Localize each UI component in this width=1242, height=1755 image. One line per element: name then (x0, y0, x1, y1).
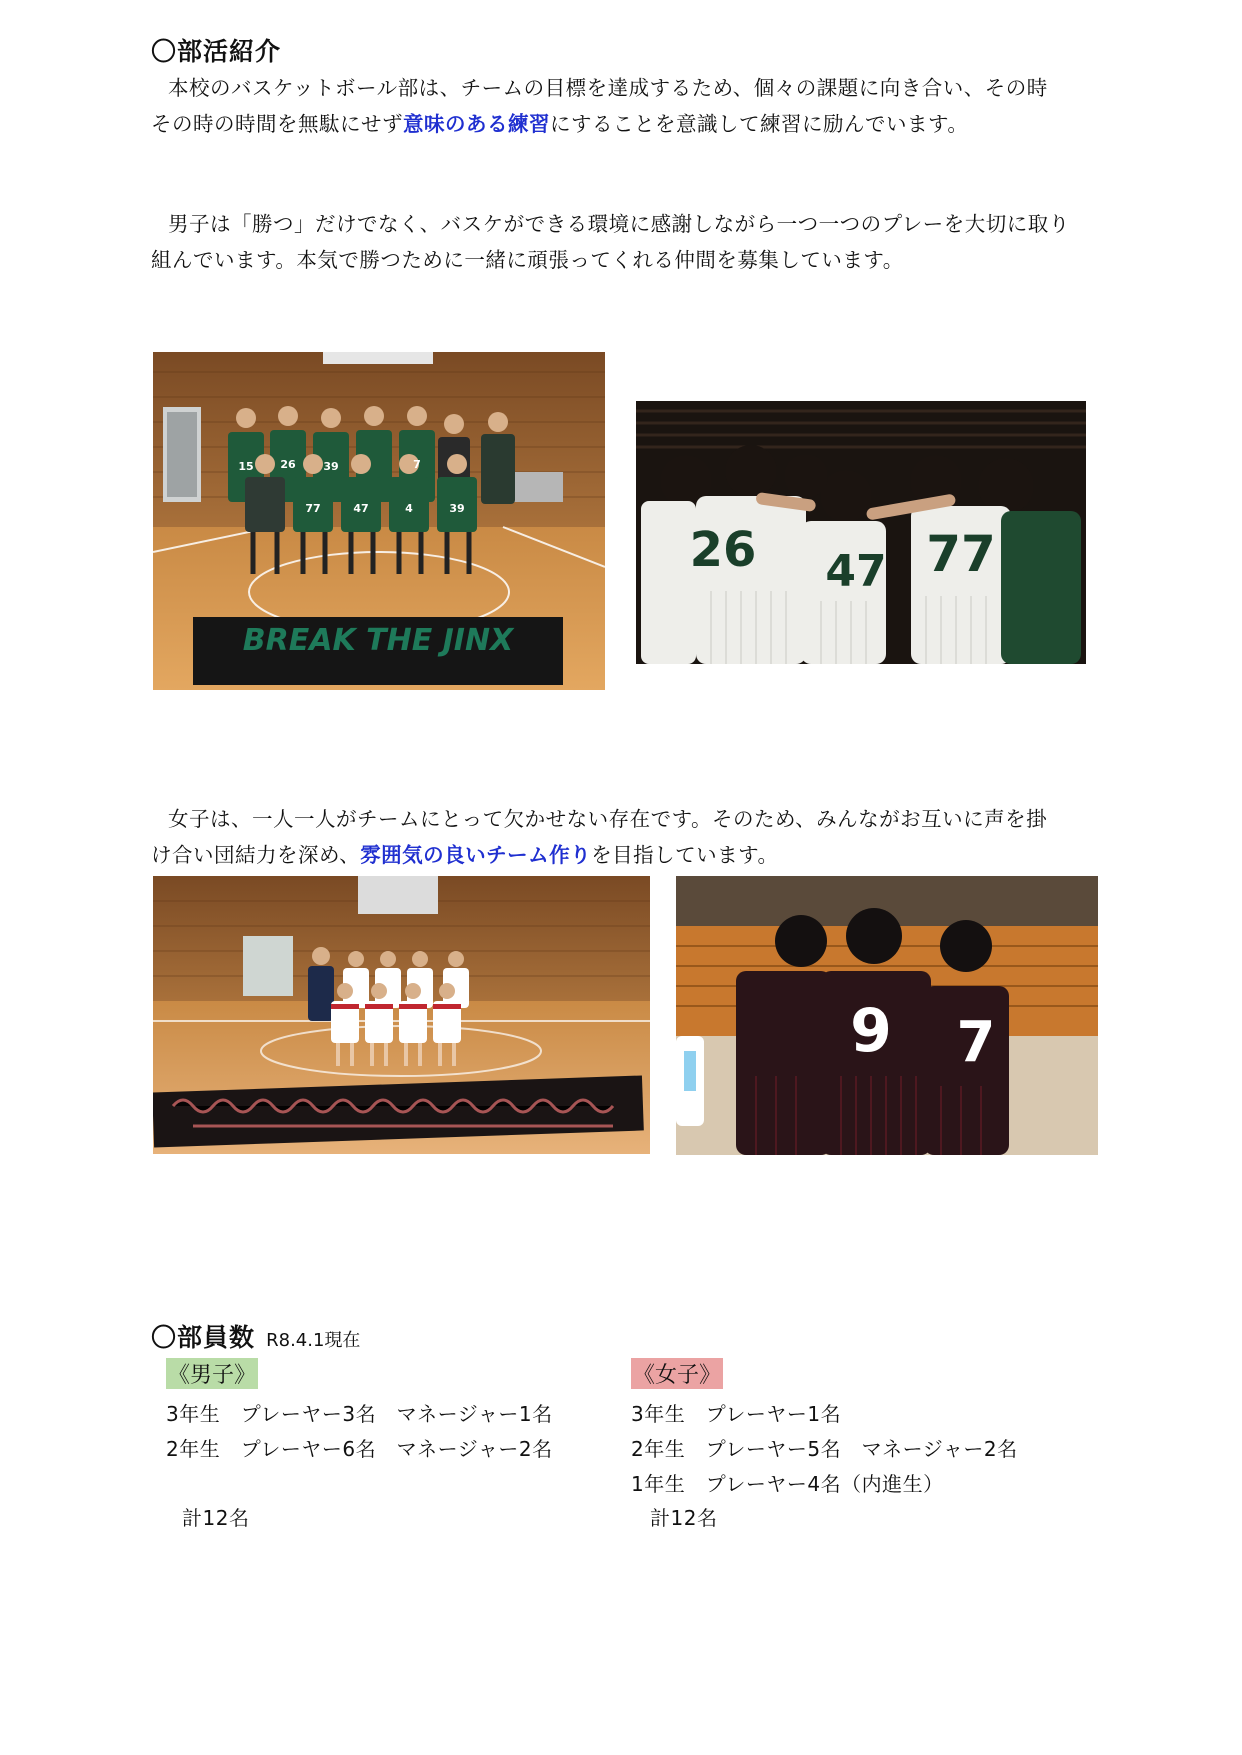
jersey-number: 26 (689, 522, 757, 578)
jersey-number: 47 (825, 546, 887, 597)
jersey-number: 7 (413, 458, 421, 471)
girls-huddle-photo (676, 876, 1098, 1155)
emphasis-meaningful-practice: 意味のある練習 (403, 112, 550, 136)
members-heading-row (151, 1318, 360, 1354)
members-as-of: R8.4.1現在 (266, 1330, 361, 1351)
intro-paragraph (151, 70, 1048, 142)
intro-line-1: 本校のバスケットボール部は、チームの目標を達成するため、個々の課題に向き合い、その時 (168, 76, 1048, 100)
jersey-number: 39 (449, 502, 465, 515)
boys-paragraph (151, 206, 1070, 278)
jersey-number: 47 (353, 502, 369, 515)
boys-team-photo (153, 352, 605, 690)
intro-line-2-pre: その時の時間を無駄にせず (151, 112, 403, 136)
jersey-number: 7 (956, 1010, 996, 1075)
boys-total: 計12名 (182, 1506, 250, 1530)
jersey-number: 15 (238, 460, 254, 473)
jersey-number: 4 (405, 502, 413, 515)
boys-label: 《男子》 (166, 1358, 258, 1389)
boys-members (166, 1358, 258, 1389)
intro-line-2-post: にすることを意識して練習に励んでいます。 (550, 112, 969, 136)
jersey-number: 77 (305, 502, 321, 515)
girls-line-2-post: を目指しています。 (591, 843, 779, 867)
section-heading-members: 〇部員数 (151, 1323, 256, 1352)
girls-members (631, 1358, 723, 1389)
boys-row: 2年生 プレーヤー6名 マネージャー2名 (166, 1437, 553, 1461)
girls-line-2 (151, 837, 1047, 873)
jersey-number: 26 (280, 458, 296, 471)
banner-text: BREAK THE JINX (242, 623, 514, 658)
girls-total: 計12名 (650, 1506, 718, 1530)
emphasis-good-atmosphere: 雰囲気の良いチーム作り (360, 843, 592, 867)
girls-paragraph (151, 801, 1047, 873)
girls-team-photo (153, 876, 650, 1154)
jersey-number: 39 (323, 460, 339, 473)
boys-line-1: 男子は「勝つ」だけでなく、バスケができる環境に感謝しながら一つ一つのプレーを大切に取り (168, 212, 1070, 236)
girls-label: 《女子》 (631, 1358, 723, 1389)
jersey-number: 9 (850, 996, 892, 1066)
girls-row: 3年生 プレーヤー1名 (631, 1402, 842, 1426)
girls-line-2-pre: け合い団結力を深め、 (151, 843, 361, 867)
jersey-number: 77 (926, 525, 996, 583)
intro-line-2 (151, 106, 1048, 142)
boys-line-2: 組んでいます。本気で勝つために一緒に頑張ってくれる仲間を募集しています。 (151, 248, 904, 272)
section-heading-intro: 〇部活紹介 (151, 37, 282, 66)
boys-huddle-photo (636, 401, 1086, 664)
boys-row: 3年生 プレーヤー3名 マネージャー1名 (166, 1402, 553, 1426)
girls-row: 2年生 プレーヤー5名 マネージャー2名 (631, 1437, 1018, 1461)
girls-line-1: 女子は、一人一人がチームにとって欠かせない存在です。そのため、みんながお互いに声を掛 (168, 807, 1048, 831)
girls-row: 1年生 プレーヤー4名（内進生） (631, 1472, 944, 1496)
